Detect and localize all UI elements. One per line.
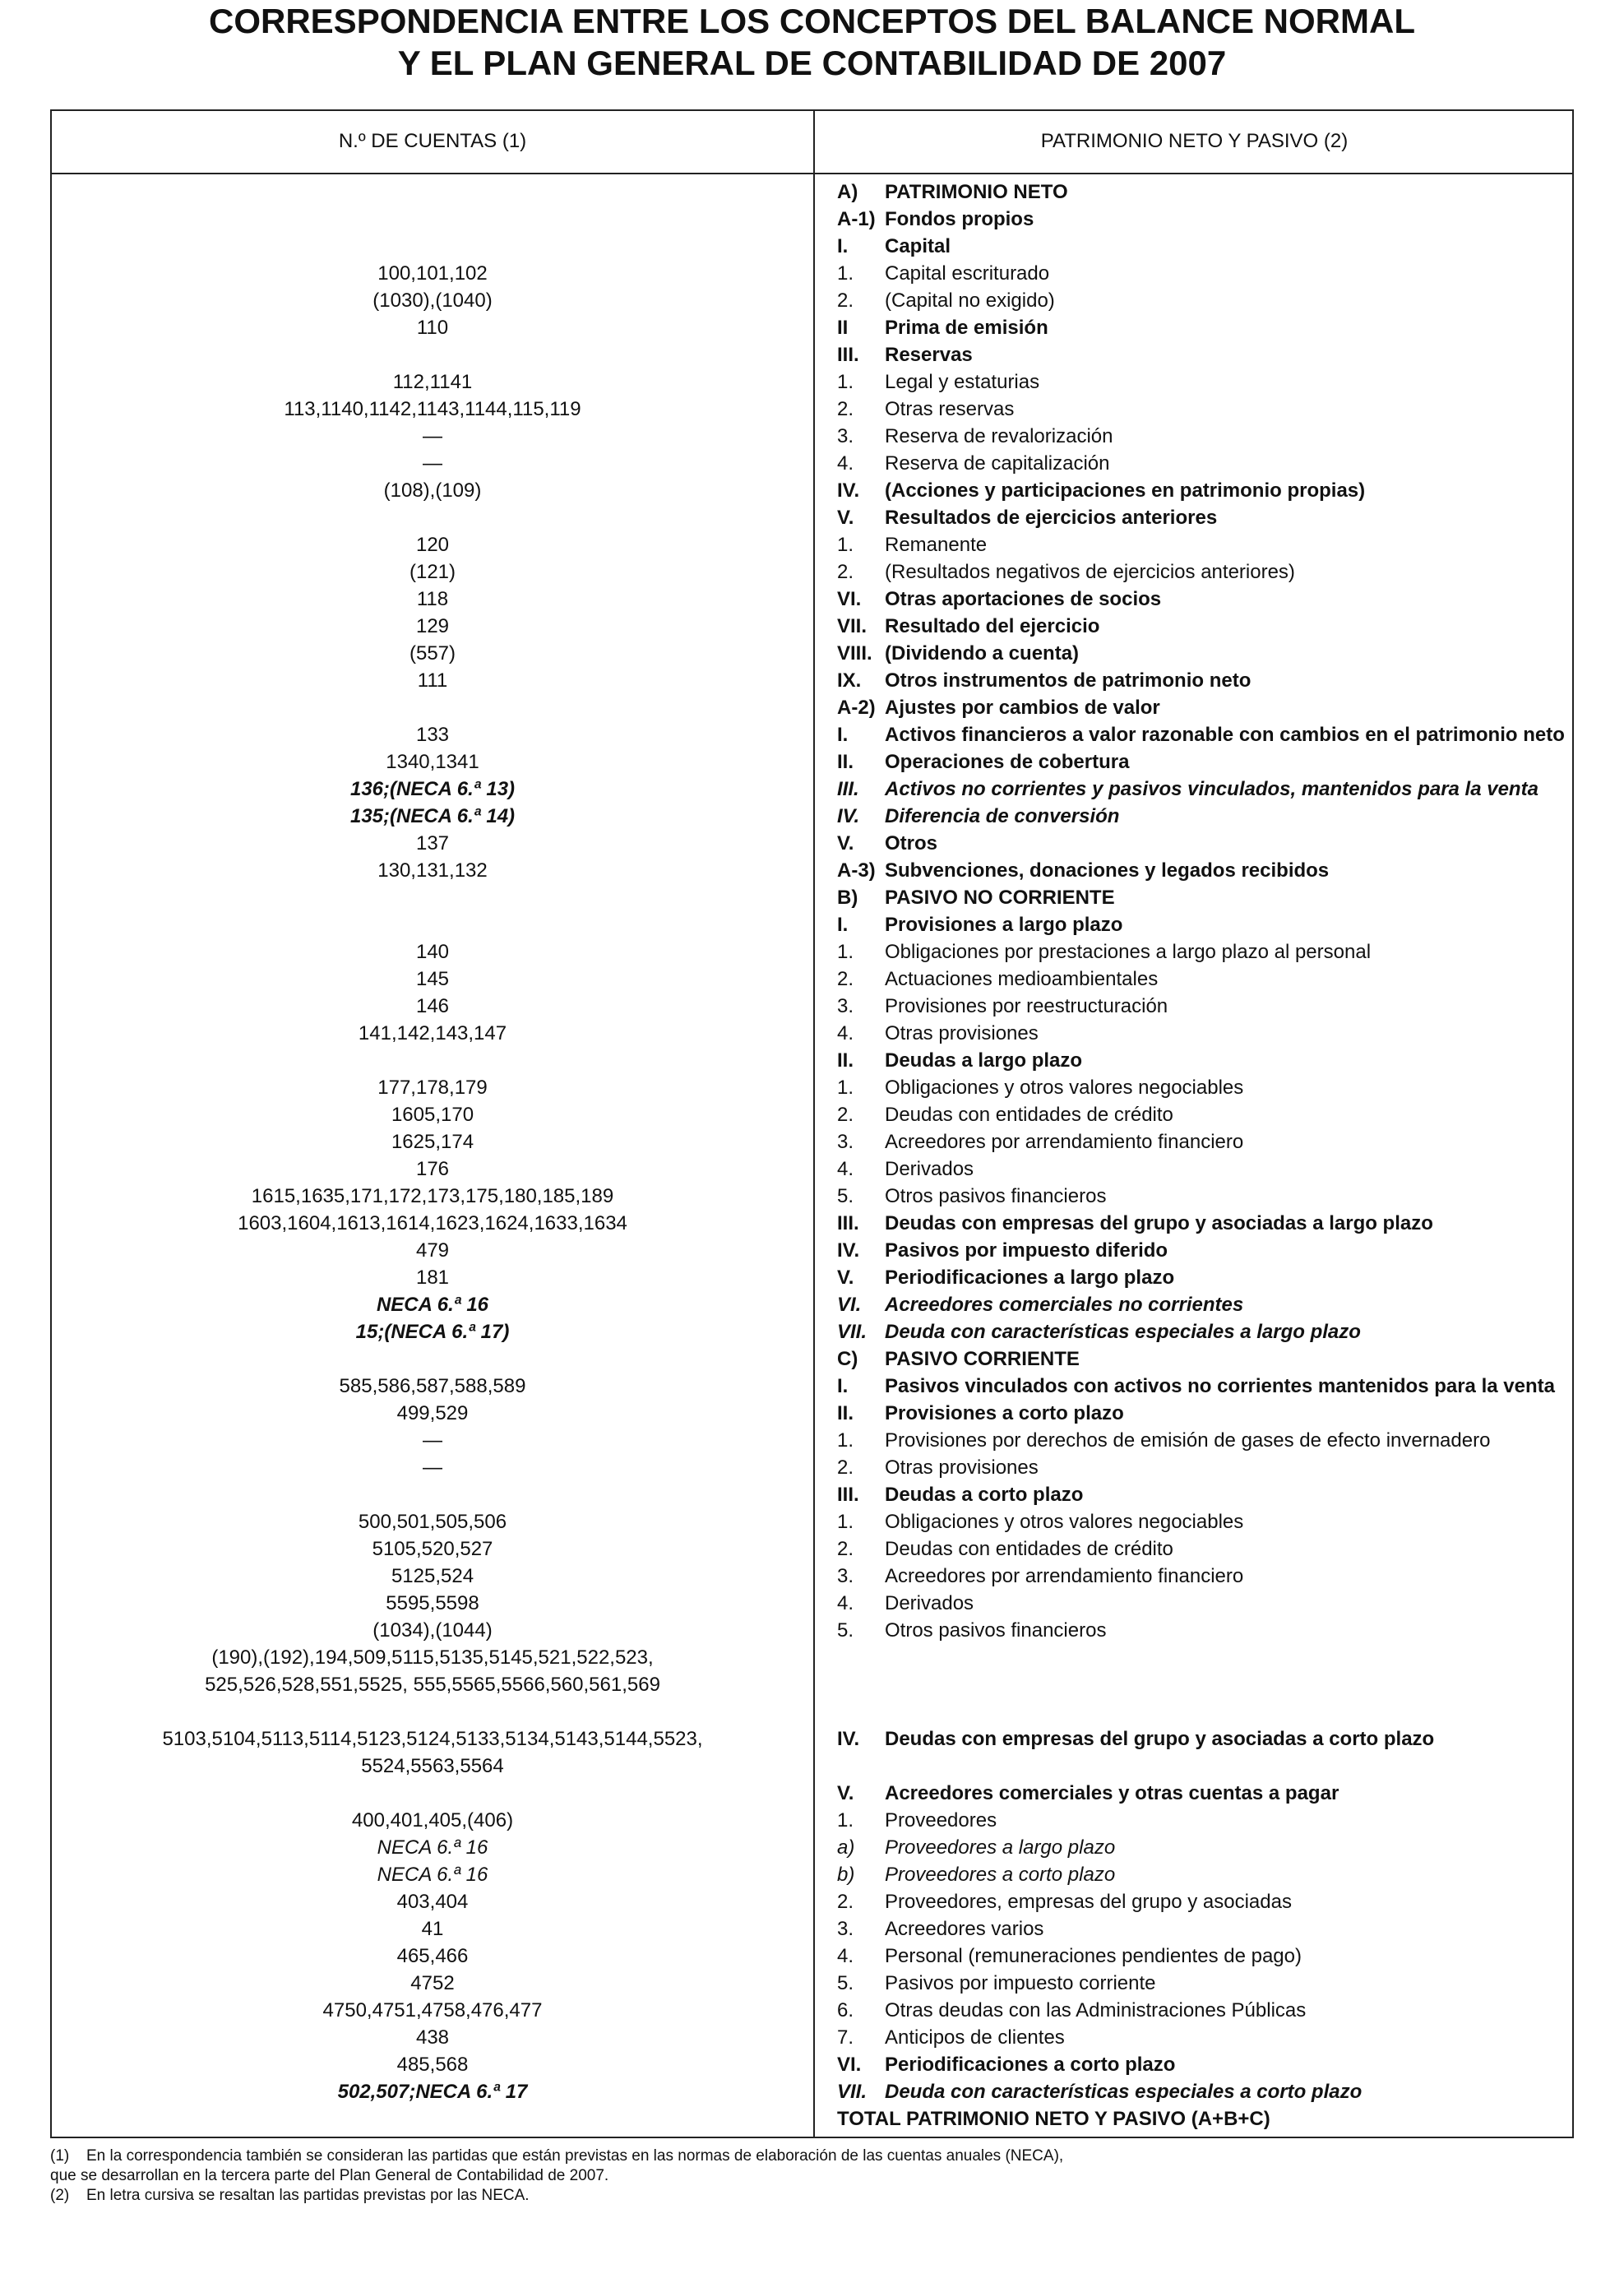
item-number: 7. xyxy=(837,2026,854,2049)
item-number: 5. xyxy=(837,1185,854,1207)
item-number: 1. xyxy=(837,1429,854,1452)
account-numbers-cell: 41 xyxy=(421,1918,444,1940)
account-numbers-cell: 465,466 xyxy=(396,1945,469,1967)
item-number: II. xyxy=(837,1402,854,1424)
table-row xyxy=(52,423,1572,450)
table-row xyxy=(52,287,1572,314)
item-label: (Capital no exigido) xyxy=(885,289,1055,312)
table-row xyxy=(52,178,1572,206)
account-numbers-cell: 100,101,102 xyxy=(377,262,488,285)
item-label: Reserva de capitalización xyxy=(885,452,1110,475)
account-numbers-cell: 120 xyxy=(415,534,450,556)
table-row xyxy=(52,1400,1572,1427)
item-label: Diferencia de conversión xyxy=(885,805,1120,827)
item-number: 1. xyxy=(837,262,854,285)
account-numbers-cell: 1605,170 xyxy=(391,1104,474,1126)
table-row xyxy=(52,396,1572,423)
account-numbers-cell: 479 xyxy=(415,1239,450,1262)
item-label: Proveedores, empresas del grupo y asociadas xyxy=(885,1891,1292,1913)
item-number: 3. xyxy=(837,1565,854,1587)
item-number: A-2) xyxy=(837,697,876,719)
item-number: VI. xyxy=(837,2054,862,2076)
header-equity-liabilities: PATRIMONIO NETO Y PASIVO (2) xyxy=(1040,130,1349,152)
item-number: IV. xyxy=(837,1728,860,1750)
table-row xyxy=(52,1454,1572,1481)
table-row xyxy=(52,314,1572,341)
account-numbers-cell: (190),(192),194,509,5115,5135,5145,521,522,523, xyxy=(211,1646,654,1669)
item-label: Activos no corrientes y pasivos vinculados, mantenidos para la venta xyxy=(885,778,1538,800)
item-label: Actuaciones medioambientales xyxy=(885,968,1159,990)
table-row xyxy=(52,640,1572,667)
account-numbers-cell: 112,1141 xyxy=(392,371,473,393)
item-number: 4. xyxy=(837,452,854,475)
item-number: 4. xyxy=(837,1158,854,1180)
item-label: Otras aportaciones de socios xyxy=(885,588,1162,610)
table-row xyxy=(52,2051,1572,2078)
item-label: Legal y estaturias xyxy=(885,371,1040,393)
table-row xyxy=(52,1590,1572,1617)
item-label: Otras provisiones xyxy=(885,1022,1039,1044)
account-numbers-cell: 111 xyxy=(417,669,448,692)
account-numbers-cell: 118 xyxy=(416,588,449,610)
table-row xyxy=(52,1780,1572,1807)
item-number: 2. xyxy=(837,968,854,990)
item-label: Acreedores por arrendamiento financiero xyxy=(885,1131,1244,1153)
table-row xyxy=(52,2105,1572,2132)
footnote-text: En letra cursiva se resaltan las partidas previstas por las NECA. xyxy=(86,2187,530,2204)
account-numbers-cell: 4750,4751,4758,476,477 xyxy=(322,1999,543,2021)
footnote-number: (1) xyxy=(50,2147,70,2165)
account-numbers-cell: 1625,174 xyxy=(391,1131,474,1153)
item-number: VI. xyxy=(837,1294,862,1316)
item-number: A-1) xyxy=(837,208,876,230)
header-account-numbers: N.º DE CUENTAS (1) xyxy=(338,130,527,152)
account-numbers-cell: 485,568 xyxy=(396,2054,469,2076)
account-numbers-cell: 5125,524 xyxy=(391,1565,474,1587)
item-label: Periodificaciones a largo plazo xyxy=(885,1267,1175,1289)
table-row xyxy=(52,1535,1572,1563)
account-numbers-cell: — xyxy=(423,425,442,447)
item-label: (Resultados negativos de ejercicios anteriores) xyxy=(885,561,1295,583)
item-label: Remanente xyxy=(885,534,988,556)
footnote-line xyxy=(50,2186,1063,2206)
table-row xyxy=(52,613,1572,640)
item-label: Deudas con entidades de crédito xyxy=(885,1104,1173,1126)
item-label: Proveedores xyxy=(885,1809,997,1831)
account-numbers-cell: 5524,5563,5564 xyxy=(361,1755,504,1777)
item-label: Provisiones por derechos de emisión de gases de efecto invernadero xyxy=(885,1429,1491,1452)
table-row xyxy=(52,667,1572,694)
table-row xyxy=(52,1563,1572,1590)
account-numbers-cell: 5105,520,527 xyxy=(372,1538,493,1560)
account-numbers-cell: 1615,1635,171,172,173,175,180,185,189 xyxy=(251,1185,614,1207)
account-numbers-cell: (108),(109) xyxy=(383,479,482,502)
table-row xyxy=(52,2024,1572,2051)
table-row xyxy=(52,1210,1572,1237)
table-row xyxy=(52,1481,1572,1508)
account-numbers-cell: 4752 xyxy=(410,1972,455,1994)
account-numbers-cell: (121) xyxy=(409,561,456,583)
item-number: VII. xyxy=(837,2081,868,2103)
table-row xyxy=(52,911,1572,938)
table-row xyxy=(52,1020,1572,1047)
item-number: A) xyxy=(837,181,858,203)
item-number: IX. xyxy=(837,669,862,692)
table-row xyxy=(52,341,1572,368)
item-label: Personal (remuneraciones pendientes de pago) xyxy=(885,1945,1302,1967)
item-number: I. xyxy=(837,1375,849,1397)
item-number: 2. xyxy=(837,1456,854,1479)
item-label: (Dividendo a cuenta) xyxy=(885,642,1080,665)
item-number: IV. xyxy=(837,1239,860,1262)
item-number: 5. xyxy=(837,1972,854,1994)
item-label: Obligaciones por prestaciones a largo plazo al personal xyxy=(885,941,1372,963)
account-numbers-cell: 146 xyxy=(415,995,450,1017)
table-row xyxy=(52,830,1572,857)
item-number: 2. xyxy=(837,1104,854,1126)
item-number: 2. xyxy=(837,398,854,420)
item-label: Otras reservas xyxy=(885,398,1015,420)
item-number: B) xyxy=(837,887,858,909)
table-row xyxy=(52,206,1572,233)
table-row xyxy=(52,531,1572,558)
item-label: Provisiones a corto plazo xyxy=(885,1402,1124,1424)
item-number: 1. xyxy=(837,1809,854,1831)
table-row xyxy=(52,260,1572,287)
footnote-line xyxy=(50,2166,1063,2186)
title-line-1: CORRESPONDENCIA ENTRE LOS CONCEPTOS DEL BALANCE NORMAL xyxy=(209,2,1415,40)
item-label: Provisiones a largo plazo xyxy=(885,914,1123,936)
table-row xyxy=(52,884,1572,911)
table-row xyxy=(52,938,1572,966)
account-numbers-cell: 177,178,179 xyxy=(377,1077,488,1099)
table-row xyxy=(52,504,1572,531)
item-label: Ajustes por cambios de valor xyxy=(885,697,1160,719)
item-label: Otras provisiones xyxy=(885,1456,1039,1479)
item-label: Deudas con empresas del grupo y asociadas a largo plazo xyxy=(885,1212,1433,1234)
item-number: III. xyxy=(837,778,859,800)
table-row xyxy=(52,1373,1572,1400)
footnote-text: En la correspondencia también se consideran las partidas que están previstas en las normas de elaboración de las cuentas anuales (NECA), xyxy=(86,2147,1064,2165)
table-row xyxy=(52,1943,1572,1970)
table-row xyxy=(52,1834,1572,1861)
account-numbers-cell: 5595,5598 xyxy=(386,1592,479,1614)
table-row xyxy=(52,233,1572,260)
account-numbers-cell: — xyxy=(423,1429,442,1452)
item-number: b) xyxy=(837,1864,855,1886)
item-number: VI. xyxy=(837,588,862,610)
table-row xyxy=(52,1291,1572,1318)
table-row xyxy=(52,1970,1572,1997)
item-number: 4. xyxy=(837,1592,854,1614)
item-number: II. xyxy=(837,1049,854,1072)
item-label: Capital xyxy=(885,235,951,257)
item-label: Derivados xyxy=(885,1592,974,1614)
table-row xyxy=(52,1644,1572,1671)
item-label: Proveedores a largo plazo xyxy=(885,1836,1116,1859)
item-label: Activos financieros a valor razonable con cambios en el patrimonio neto xyxy=(885,724,1565,746)
item-number: 5. xyxy=(837,1619,854,1642)
item-label: Otros pasivos financieros xyxy=(885,1619,1107,1642)
item-label: Proveedores a corto plazo xyxy=(885,1864,1116,1886)
table-row xyxy=(52,477,1572,504)
account-numbers-cell: 129 xyxy=(415,615,450,637)
item-number: 3. xyxy=(837,995,854,1017)
item-label: Deudas con empresas del grupo y asociadas a corto plazo xyxy=(885,1728,1435,1750)
item-label: Periodificaciones a corto plazo xyxy=(885,2054,1176,2076)
document-title xyxy=(0,0,1624,84)
account-numbers-cell: 5103,5104,5113,5114,5123,5124,5133,5134,5143,5144,5523, xyxy=(162,1728,703,1750)
item-label: Pasivos por impuesto corriente xyxy=(885,1972,1156,1994)
item-number: 1. xyxy=(837,534,854,556)
table-row xyxy=(52,1617,1572,1644)
table-row xyxy=(52,1725,1572,1753)
table-row xyxy=(52,1183,1572,1210)
account-numbers-cell: 113,1140,1142,1143,1144,115,119 xyxy=(284,398,581,420)
item-number: III. xyxy=(837,1484,859,1506)
item-number: 3. xyxy=(837,1918,854,1940)
account-numbers-cell: 176 xyxy=(415,1158,450,1180)
item-number: I. xyxy=(837,724,849,746)
account-numbers-cell: 140 xyxy=(415,941,450,963)
item-number: 4. xyxy=(837,1022,854,1044)
account-numbers-cell: — xyxy=(423,452,442,475)
item-number: 3. xyxy=(837,425,854,447)
table-row xyxy=(52,1861,1572,1888)
item-number: V. xyxy=(837,507,854,529)
table-row xyxy=(52,721,1572,748)
item-label: Otras deudas con las Administraciones Públicas xyxy=(885,1999,1307,2021)
table-row xyxy=(52,1427,1572,1454)
account-numbers-cell: 181 xyxy=(415,1267,450,1289)
table-row xyxy=(52,1508,1572,1535)
account-numbers-cell: 15;(NECA 6.ª 17) xyxy=(355,1321,510,1343)
item-label: Anticipos de clientes xyxy=(885,2026,1065,2049)
account-numbers-cell: 1340,1341 xyxy=(386,751,479,773)
table-row xyxy=(52,748,1572,776)
item-number: 2. xyxy=(837,1538,854,1560)
table-row xyxy=(52,1264,1572,1291)
item-label: Obligaciones y otros valores negociables xyxy=(885,1511,1244,1533)
table-header xyxy=(52,111,1572,174)
table-row xyxy=(52,1318,1572,1345)
item-label: Deuda con características especiales a corto plazo xyxy=(885,2081,1363,2103)
account-numbers-cell: (1034),(1044) xyxy=(372,1619,493,1642)
item-number: 2. xyxy=(837,561,854,583)
table-row xyxy=(52,586,1572,613)
item-label: Subvenciones, donaciones y legados recibidos xyxy=(885,859,1330,882)
item-label: (Acciones y participaciones en patrimonio propias) xyxy=(885,479,1366,502)
account-numbers-cell: 136;(NECA 6.ª 13) xyxy=(349,778,516,800)
table-row xyxy=(52,776,1572,803)
item-number: IV. xyxy=(837,805,860,827)
item-number: VII. xyxy=(837,615,868,637)
item-label: Deudas con entidades de crédito xyxy=(885,1538,1173,1560)
item-label: Otros xyxy=(885,832,938,854)
account-numbers-cell: 502,507;NECA 6.ª 17 xyxy=(337,2081,528,2103)
account-numbers-cell: (1030),(1040) xyxy=(372,289,493,312)
table-row xyxy=(52,1345,1572,1373)
table-row xyxy=(52,1047,1572,1074)
item-number: I. xyxy=(837,914,849,936)
account-numbers-cell: 585,586,587,588,589 xyxy=(339,1375,526,1397)
item-label: Resultado del ejercicio xyxy=(885,615,1100,637)
account-numbers-cell: 499,529 xyxy=(396,1402,469,1424)
item-number: 1. xyxy=(837,941,854,963)
item-number: 1. xyxy=(837,371,854,393)
item-number: 1. xyxy=(837,1511,854,1533)
account-numbers-cell: 133 xyxy=(415,724,450,746)
table-row xyxy=(52,1807,1572,1834)
item-number: III. xyxy=(837,344,859,366)
table-row xyxy=(52,1155,1572,1183)
table-row xyxy=(52,1915,1572,1943)
item-label: Operaciones de cobertura xyxy=(885,751,1130,773)
item-number: III. xyxy=(837,1212,859,1234)
account-numbers-cell: NECA 6.ª 16 xyxy=(377,1836,488,1859)
item-label: Acreedores varios xyxy=(885,1918,1044,1940)
table-row xyxy=(52,1237,1572,1264)
item-number: IV. xyxy=(837,479,860,502)
table-row xyxy=(52,1101,1572,1128)
account-numbers-cell: NECA 6.ª 16 xyxy=(377,1864,488,1886)
account-numbers-cell: 130,131,132 xyxy=(377,859,488,882)
table-row xyxy=(52,558,1572,586)
table-row xyxy=(52,1698,1572,1725)
item-label: PASIVO NO CORRIENTE xyxy=(885,887,1115,909)
account-numbers-cell: 438 xyxy=(415,2026,450,2049)
item-label: Deudas a corto plazo xyxy=(885,1484,1084,1506)
account-numbers-cell: — xyxy=(423,1456,442,1479)
item-label: Acreedores comerciales y otras cuentas a pagar xyxy=(885,1782,1339,1804)
table-row xyxy=(52,1753,1572,1780)
table-row xyxy=(52,1997,1572,2024)
item-label: Obligaciones y otros valores negociables xyxy=(885,1077,1244,1099)
item-label: Reserva de revalorización xyxy=(885,425,1113,447)
table-row xyxy=(52,1128,1572,1155)
item-label: Resultados de ejercicios anteriores xyxy=(885,507,1218,529)
table-row xyxy=(52,857,1572,884)
item-label: Fondos propios xyxy=(885,208,1034,230)
account-numbers-cell: 500,501,505,506 xyxy=(358,1511,507,1533)
item-number: VIII. xyxy=(837,642,872,665)
item-number: 2. xyxy=(837,1891,854,1913)
table-row xyxy=(52,1888,1572,1915)
account-numbers-cell: NECA 6.ª 16 xyxy=(376,1294,489,1316)
footnote-number: (2) xyxy=(50,2187,70,2204)
footnote-text: que se desarrollan en la tercera parte del Plan General de Contabilidad de 2007. xyxy=(50,2167,609,2184)
item-number: A-3) xyxy=(837,859,876,882)
item-label: Otros instrumentos de patrimonio neto xyxy=(885,669,1252,692)
account-numbers-cell: (557) xyxy=(409,642,456,665)
item-number: V. xyxy=(837,1782,854,1804)
item-label: PATRIMONIO NETO xyxy=(885,181,1068,203)
title-line-2: Y EL PLAN GENERAL DE CONTABILIDAD DE 2007 xyxy=(397,44,1227,82)
item-label: Acreedores por arrendamiento financiero xyxy=(885,1565,1244,1587)
account-numbers-cell: 145 xyxy=(415,968,450,990)
table-row xyxy=(52,966,1572,993)
table-row xyxy=(52,694,1572,721)
footnote-line xyxy=(50,2146,1063,2166)
footnotes xyxy=(50,2146,1063,2206)
account-numbers-cell: 135;(NECA 6.ª 14) xyxy=(349,805,516,827)
table-row xyxy=(52,1671,1572,1698)
account-numbers-cell: 1603,1604,1613,1614,1623,1624,1633,1634 xyxy=(238,1212,627,1234)
item-number: 3. xyxy=(837,1131,854,1153)
account-numbers-cell: 137 xyxy=(415,832,450,854)
item-label: Deudas a largo plazo xyxy=(885,1049,1083,1072)
item-number: II. xyxy=(837,751,854,773)
account-numbers-cell: 403,404 xyxy=(396,1891,469,1913)
table-row xyxy=(52,993,1572,1020)
item-label: Provisiones por reestructuración xyxy=(885,995,1168,1017)
item-number: 6. xyxy=(837,1999,854,2021)
table-row xyxy=(52,2078,1572,2105)
item-label: Otros pasivos financieros xyxy=(885,1185,1107,1207)
table-body xyxy=(52,176,1572,2132)
item-label: Derivados xyxy=(885,1158,974,1180)
item-label: PASIVO CORRIENTE xyxy=(885,1348,1080,1370)
table-row xyxy=(52,1074,1572,1101)
item-number: II xyxy=(837,317,849,339)
item-label: Pasivos vinculados con activos no corrientes mantenidos para la venta xyxy=(885,1375,1555,1397)
table-row xyxy=(52,450,1572,477)
item-label: Acreedores comerciales no corrientes xyxy=(885,1294,1244,1316)
account-numbers-cell: 400,401,405,(406) xyxy=(351,1809,514,1831)
item-number: VII. xyxy=(837,1321,868,1343)
item-number: 2. xyxy=(837,289,854,312)
item-number: a) xyxy=(837,1836,855,1859)
account-numbers-cell: 525,526,528,551,5525, 555,5565,5566,560,561,569 xyxy=(205,1674,660,1696)
total-label: TOTAL PATRIMONIO NETO Y PASIVO (A+B+C) xyxy=(837,2108,1270,2130)
item-number: 1. xyxy=(837,1077,854,1099)
item-number: V. xyxy=(837,1267,854,1289)
account-numbers-cell: 110 xyxy=(416,317,449,339)
item-label: Deuda con características especiales a largo plazo xyxy=(885,1321,1361,1343)
table-row xyxy=(52,368,1572,396)
item-label: Capital escriturado xyxy=(885,262,1050,285)
item-number: C) xyxy=(837,1348,858,1370)
item-number: V. xyxy=(837,832,854,854)
item-number: 4. xyxy=(837,1945,854,1967)
item-number: I. xyxy=(837,235,849,257)
item-label: Reservas xyxy=(885,344,973,366)
account-numbers-cell: 141,142,143,147 xyxy=(358,1022,507,1044)
table-row xyxy=(52,803,1572,830)
item-label: Prima de emisión xyxy=(885,317,1048,339)
correspondence-table xyxy=(50,109,1574,2138)
item-label: Pasivos por impuesto diferido xyxy=(885,1239,1168,1262)
